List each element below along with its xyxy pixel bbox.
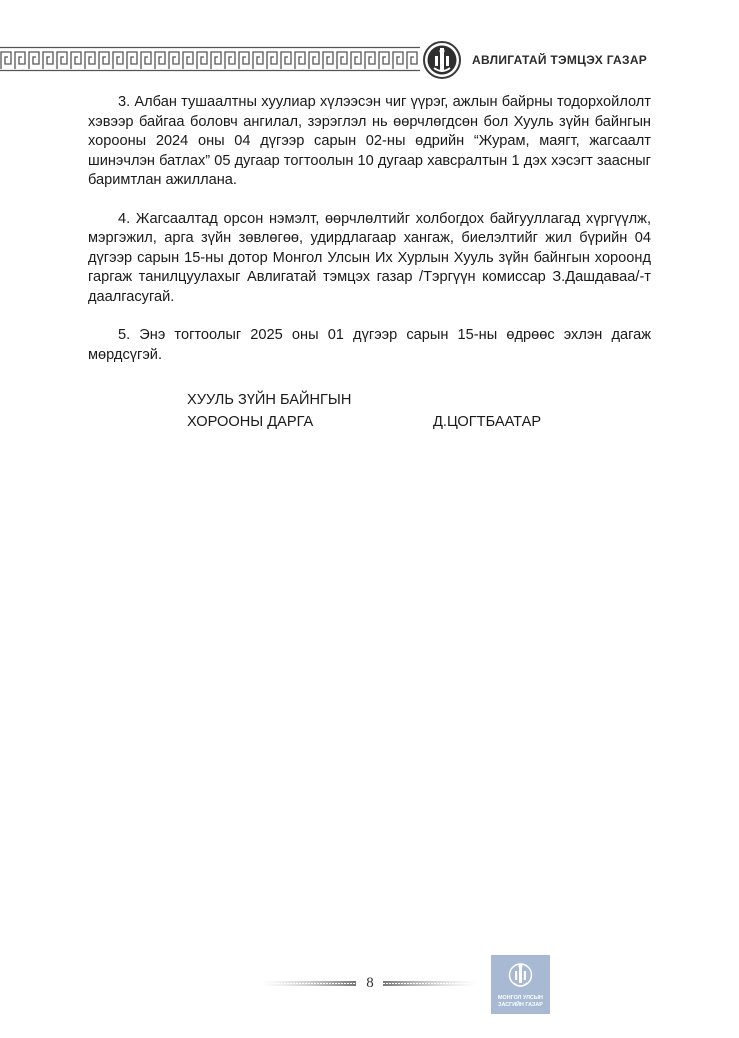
footer-rule-left xyxy=(263,981,356,986)
signature-block xyxy=(187,389,647,433)
footer-rule-right xyxy=(383,981,476,986)
paragraph-4: 4. Жагсаалтад орсон нэмэлт, өөрчлөлтийг холбогдох байгууллагад хүргүүлж, мэргэжил, арга зүйн зөвлөгөө, удирдлагаар хангаж, биелэлтийг жил бүрийн 04 дүгээр сарын 15-ны дотор Монгол Улсын Их Хурлын Хууль зүйн байнгын хороонд гаргаж танилцуулахыг Авлигатай тэмцэх газар /Тэргүүн комиссар З.Дашдаваа/-т даалгасугай. xyxy=(88,210,651,305)
signature-position: ХОРООНЫ ДАРГА xyxy=(187,414,314,430)
signatory-name: Д.ЦОГТБААТАР xyxy=(433,414,542,430)
government-logo-text xyxy=(491,995,550,1009)
paragraph-5: 5. Энэ тогтоолыг 2025 оны 01 дүгээр сарын 15-ны өдрөөс эхлэн дагаж мөрдсүгэй. xyxy=(88,327,651,363)
government-logo-text-line-1: МОНГОЛ УЛСЫН xyxy=(498,995,543,1001)
page-header xyxy=(0,38,739,86)
government-logo xyxy=(491,955,550,1014)
page-number: 8 xyxy=(366,975,374,991)
government-logo-text-line-2: ЗАСГИЙН ГАЗАР xyxy=(498,1002,543,1008)
document-body xyxy=(88,93,651,384)
paragraph-3: 3. Албан тушаалтны хуулиар хүлээсэн чиг үүрэг, ажлын байрны тодорхойлолт хэвээр байгаа боловч ангилал, зэрэглэл нь өөрчлөгдсөн бол Хууль зүйн байнгын хорооны 2024 оны 04 дүгээр сарын 02-ны өдрийн “Журам, маягт, жагсаалт шинэчлэн батлах” 05 дугаар тогтоолын 10 дугаар хавсралтын 1 дэх хэсэгт заасныг баримтлан ажиллана. xyxy=(88,94,651,188)
org-name: АВЛИГАТАЙ ТЭМЦЭХ ГАЗАР xyxy=(472,53,648,67)
signature-title-line-2 xyxy=(187,411,647,433)
government-emblem-icon xyxy=(508,959,533,993)
soyombo-emblem-icon xyxy=(422,38,462,82)
ornament-pattern xyxy=(0,46,420,72)
signature-title-line-1: ХУУЛЬ ЗҮЙН БАЙНГЫН xyxy=(187,392,352,408)
